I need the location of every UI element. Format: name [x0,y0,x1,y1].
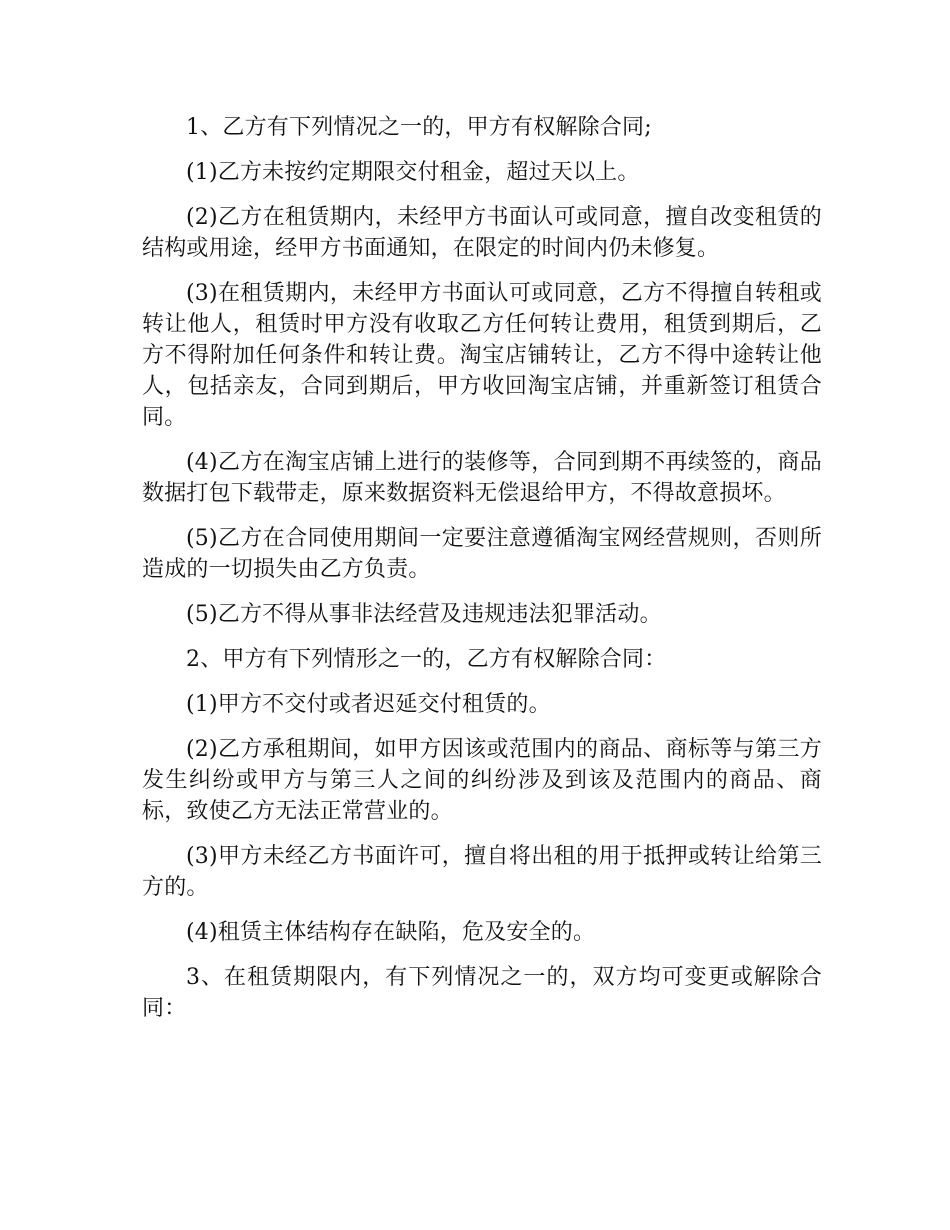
paragraph-8: 2、甲方有下列情形之一的，乙方有权解除合同： [186,647,667,672]
paragraph-10: (2)乙方承租期间，如甲方因该或范围内的商品、商标等与第三方发生纠纷或甲方与第三人之间的纠纷涉及到该及范围内的商品、商标，致使乙方无法正常营业的。 [142,737,822,824]
paragraph-9: (1)甲方不交付或者迟延交付租赁的。 [186,692,551,717]
paragraph-7: (5)乙方不得从事非法经营及违规违法犯罪活动。 [186,602,662,627]
paragraph-11: (3)甲方未经乙方书面许可，擅自将出租的用于抵押或转让给第三方的。 [142,844,822,900]
paragraph-1: 1、乙方有下列情况之一的，甲方有权解除合同; [186,115,652,140]
paragraph-12: (4)租赁主体结构存在缺陷，危及安全的。 [186,920,596,945]
paragraph-6: (5)乙方在合同使用期间一定要注意遵循淘宝网经营规则，否则所造成的一切损失由乙方负责。 [142,526,822,582]
paragraph-13: 3、在租赁期限内，有下列情况之一的，双方均可变更或解除合同： [142,965,822,1021]
paragraph-5: (4)乙方在淘宝店铺上进行的装修等，合同到期不再续签的，商品数据打包下载带走，原来数据资料无偿退给甲方，不得故意损坏。 [142,450,822,506]
document-body [142,112,822,1038]
paragraph-4: (3)在租赁期内，未经甲方书面认可或同意，乙方不得擅自转租或转让他人，租赁时甲方没有收取乙方任何转让费用，租赁到期后，乙方不得附加任何条件和转让费。淘宝店铺转让，乙方不得中途转让他人，包括亲友，合同到期后，甲方收回淘宝店铺，并重新签订租赁合同。 [142,281,822,430]
paragraph-2: (1)乙方未按约定期限交付租金，超过天以上。 [186,160,640,185]
paragraph-3: (2)乙方在租赁期内，未经甲方书面认可或同意，擅自改变租赁的结构或用途，经甲方书面通知，在限定的时间内仍未修复。 [142,205,822,261]
